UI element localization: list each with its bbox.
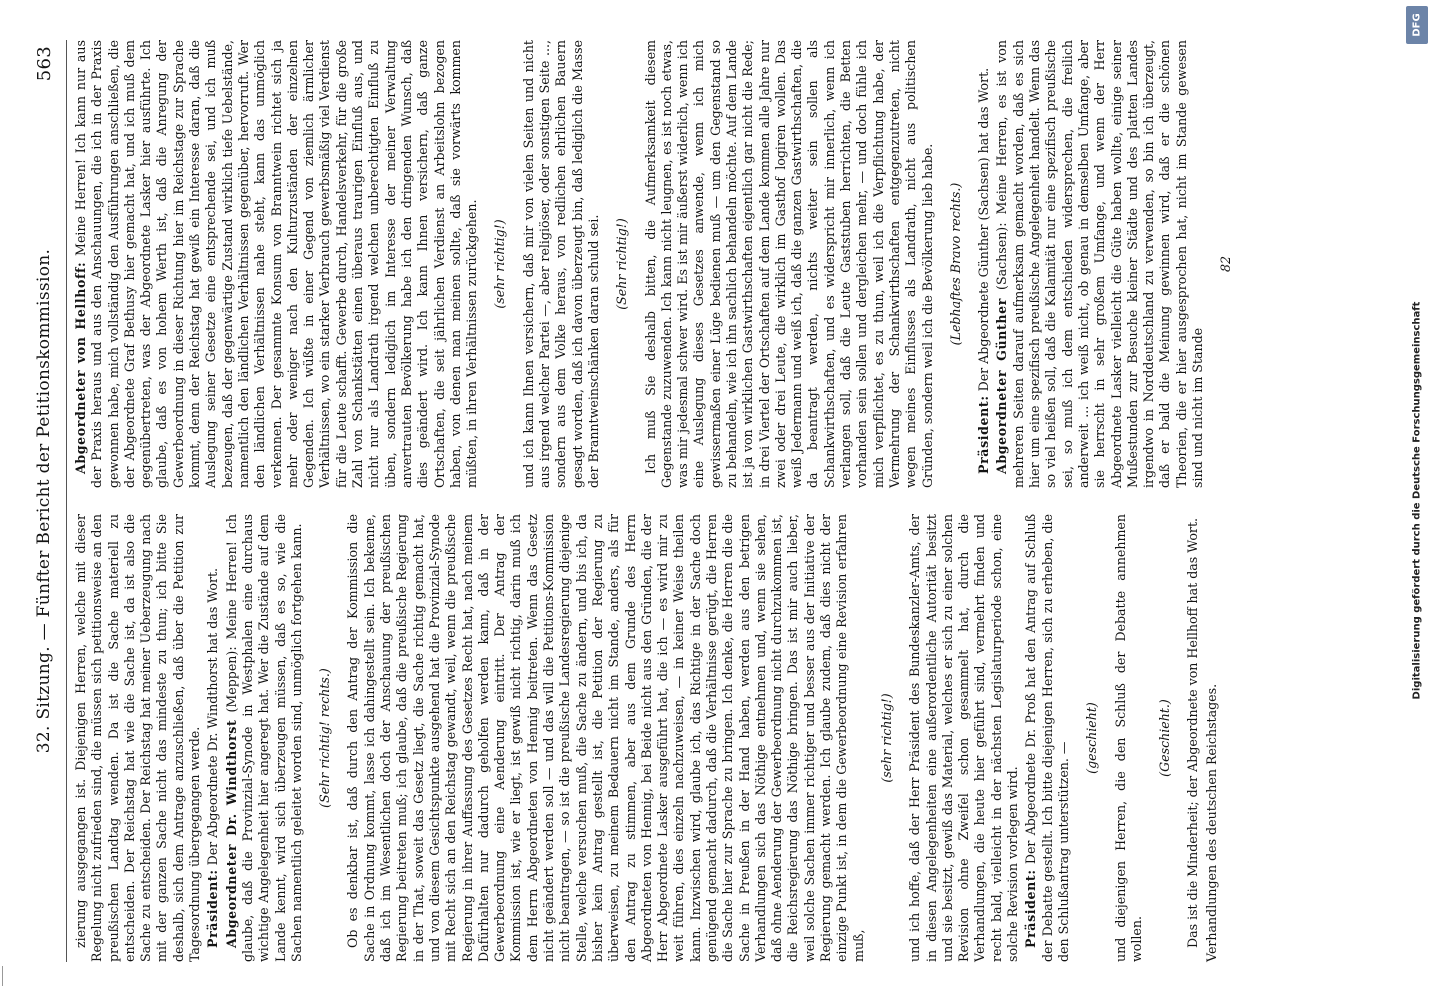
running-head xyxy=(30,40,67,962)
applause-note: (Sehr richtig!) xyxy=(614,218,630,310)
paragraph: Ich muß Sie deshalb bitten, die Aufmerksamkeit diesem Gegenstande zuzuwenden. Ich kann nicht leugnen, es ist noch etwas, was mir jedesmal schwer wird. Es ist mir äußerst widerlich, wenn ich eine Auslegung dieses Gesetzes anwende, wenn ich mich gewissermaßen einer Lüge bedienen muß — um den Gegenstand so zu behandeln, wie ich ihn sachlich behandeln möchte. Auf dem Lande ist ja von wirklichen Gastwirthschaften eigentlich gar nicht die Rede; in drei Viertel der Ortschaften auf dem Lande kommen alle Jahre nur zwei oder drei Leute, die wirklich im Gasthof logiren wollen. Das weiß Jedermann und weiß ich, daß die ganzen Gastwirthschaften, die da beantragt werden, nichts weiter sein sollen als Schankwirthschaften, und es widerspricht mir innerlich, wenn ich verlangen soll, daß die Leute Gaststuben herrichten, die Betten vorhanden sein sollen und dergleichen mehr, — und doch fühle ich mich verpflichtet, es zu thun, weil ich die Verpflichtung habe, der Vermehrung der Schankwirthschaften entgegenzutreten, nicht wegen meines Einflusses als Landrath, nicht aus politischen Gründen, sondern weil ich die Bevölkerung lieb habe. xyxy=(642,40,935,488)
applause-note: (sehr richtig!) xyxy=(878,693,894,783)
right-column xyxy=(73,40,1247,488)
speaker-name: Abgeordneter von Hellhoff: xyxy=(73,261,88,474)
paragraph: und ich kann Ihnen versichern, daß mir von vielen Seiten und nicht aus irgend welcher Partei —, aber religiöser, oder sonstigen Seite ..., sondern aus dem Volke heraus, von redlichen ehrlichen Bauern gesagt worden, daß ich davon überzeugt bin, daß lediglich die Masse der Branntweinschänken daran schuld sei. xyxy=(520,40,601,488)
page-number: 563 xyxy=(34,46,55,82)
speaker-name: Präsident: xyxy=(205,869,221,948)
speaker-name: Abgeordneter Günther xyxy=(994,298,1010,474)
text-columns xyxy=(73,40,1247,962)
applause-note: (Sehr richtig! rechts.) xyxy=(317,668,333,808)
paragraph xyxy=(205,514,221,962)
footer-line: Verhandlungen des deutschen Reichstages. xyxy=(1203,683,1219,962)
paragraph xyxy=(976,40,992,488)
credit-text: Digitalisierung gefördert durch die Deutsche Forschungsgemeinschaft xyxy=(1411,301,1423,699)
paragraph-text: (Meppen): Meine Herren! Ich glaube, daß die Provinzial-Synode in Westphalen eine durchaus wichtige Angelegenheit hier angeregt hat. Wer die Zustände auf dem Lande kennt, wird sich überzeugen müssen, daß es so, wie die Sachen namentlich geleitet worden sind, unmöglich fortgehen kann. xyxy=(223,514,304,962)
speaker-name: Abgeordneter Dr. Windthorst xyxy=(223,719,239,948)
digitization-credit xyxy=(1404,0,1430,1000)
page-title: 32. Sitzung. — Fünfter Bericht der Petitionskommission. xyxy=(34,248,54,754)
applause-note: (sehr richtig!) xyxy=(492,219,508,309)
paragraph: Ob es denkbar ist, daß durch den Antrag der Kommission die Sache in Ordnung kommt, lasse ich dahingestellt sein. Ich bekenne, daß ich im Wesentlichen doch der Anschauung der preußischen Regierung beitreten muß; ich glaube, daß die preußische Regierung in der That, soweit das Gesetz liegt, die Sache richtig gemacht hat, und von diesem Gesichtspunkte ausgehend hat die Provinzial-Synode mit Recht sich an den Reichstag gewandt, weil, wenn die preußische Regierung in ihrer Auffassung des Gesetzes Recht hat, nach meinem Dafürhalten nur dadurch geholfen werden kann, daß in der Gewerbeordnung eine Aenderung eintritt. Der Antrag der Kommission ist, wie er liegt, ist gewiß nicht richtig, darin muß ich dem Herrn Abgeordneten von Hennig beitreten. Wenn das Gesetz nicht geändert werden soll — und das will die Petitions-Kommission nicht beantragen, — so ist die preußische Landesregierung diejenige Stelle, welche versuchen muß, die Sache zu ändern, und bis ich, da bisher kein Antrag gestellt ist, die Petition der Regierung zu überweisen, zu meinem Bedauern nicht im Stande, anders, als für den Antrag zu stimmen, aber aus dem Grunde des Herrn Abgeordneten von Hennig, bei Beide nicht aus den Gründen, die der Herr Abgeordnete Lasker ausgeführt hat, die ich — es wird mir zu weit führen, dies einzeln nachzuweisen, — in keiner Weise theilen kann. Inzwischen wird, glaube ich, das Richtige in der Sache doch genügend gemacht dadurch, daß die Verhältnisse gerügt, die Herren die Sache hier zur Sprache zu bringen. Ich denke, die Herren die die Sache in Preußen in der Hand haben, werden aus den betrigen Verhandlungen sich das Nöthige entnehmen und, wenn sie sehen, daß ohne Aenderung der Gewerbeordnung nicht durchzukommen ist, die Reichsregierung das Nöthige bringen. Das ist mir auch lieber, weil solche Sachen immer richtiger und besser aus der Initiative der Regierung gemacht werden. Ich glaube zudem, daß dies nicht der einzige Punkt ist, in dem die Gewerbeordnung eine Revision erfahren muß, xyxy=(345,514,866,962)
speaker-name: Präsident: xyxy=(1023,869,1039,948)
paragraph-text: Der Abgeordnete Günther (Sachsen) hat das Wort. xyxy=(976,67,992,392)
scan-edge-mark xyxy=(2,966,11,986)
paragraph: und diejenigen Herren, die den Schluß der Debatte annehmen wollen. xyxy=(1112,514,1144,962)
applause-note: (geschieht) xyxy=(1084,702,1100,774)
paragraph xyxy=(224,514,305,962)
applause-note: (Geschieht.) xyxy=(1157,699,1173,777)
dfg-logo-text: DFG xyxy=(1411,13,1423,37)
paragraph xyxy=(73,40,480,488)
speaker-name: Präsident: xyxy=(976,395,992,474)
paragraph: zierung ausgegangen ist. Diejenigen Herren, welche mit dieser Regelung nicht zufrieden sind, die müssen sich petitionsweise an den preußischen Landtag wenden. Da ist die Sache materiell zu entscheiden. Der Reichstag hat wie die Sache ist, da ist also die Sache zu entscheiden. Der Reichstag hat meiner Ueberzeugung nach mit der ganzen Sache nicht das mindeste zu thun; ich bitte Sie deshalb, sich dem Antrage anzuschließen, daß über die Petition zur Tagesordnung übergegangen werde. xyxy=(73,514,203,962)
left-column xyxy=(73,514,1247,962)
paragraph xyxy=(994,40,1206,488)
applause-note: (Lebhaftes Bravo rechts.) xyxy=(947,182,963,346)
paragraph-text: Der Abgeordnete Dr. Proß hat den Antrag auf Schluß der Debatte gestellt. Ich bitte diejenigen Herren, sich zu erheben, die den Schlußantrag unterstützen. — xyxy=(1023,514,1071,962)
paragraph xyxy=(1023,514,1072,962)
paragraph-text: Der Abgeordnete Dr. Windthorst hat das Wort. xyxy=(205,567,221,866)
paragraph: und ich hoffe, daß der Herr Präsident des Bundeskanzler-Amts, der in diesen Angelegenheiten eine außerordentliche Autorität besitzt und sie besitzt, gewiß das Material, welches er sich zu einer solchen Revision ohne Zweifel schon gesammelt hat, durch die Verhandlungen, die heute hier geführt sind, vermehrt finden und recht bald, vielleicht in der nächsten Legislaturperiode schon, eine solche Revision vorlegen wird. xyxy=(907,514,1021,962)
paragraph-text: Meine Herren! Ich kann nur aus der Praxis heraus und aus den Anschauungen, die ich in der Praxis gewonnen habe, mich vollständig den Ausführungen anschließen, die der Abgeordnete Graf Bethusy hier gemacht hat, und ich muß dem gegenübertreten, was der Abgeordnete Lasker hier ausführte. Ich glaube, daß es von hohem Werth ist, daß die Anregung der Gewerbeordnung in dieser Richtung hier im Reichstage zur Sprache kommt, denn der Reichstag hat gewiß ein Interesse daran, daß die Auslegung seiner Gesetze eine entsprechende sei, und ich muß bezeugen, daß der gegenwärtige Zustand wirklich tiefe Uebelstände, namentlich den ländlichen Verhältnissen gegenüber, hervorruft. Wer den ländlichen Verhältnissen nahe steht, kann das unmöglich verkennen. Der gesammte Konsum von Branntwein richtet sich ja mehr oder weniger nach den Kulturzuständen der einzelnen Gegenden. Ich wüßte in einer Gegend von ziemlich ärmlicher Verhältnissen, wo ein starker Verbrauch gewerbsmäßig viel Verdienst für die Leute schafft. Gewerbe durch, Handelsverkehr, für die große Zahl von Schankstätten einen überaus traurigen Einfluß aus, und nicht nur als Landrath irgend welchen unberechtigten Einfluß zu üben, sondern lediglich im Interesse der meiner Verwaltung anvertrauten Bevölkerung habe ich den dringenden Wunsch, daß dies geändert wird. Ich kann Ihnen versichern, daß ganze Ortschaften, die seit jährlichen Verdienst an Arbeitslohn bezogen haben, von denen man meinen sollte, daß sie vorwärts kommen müßten, in ihren Verhältnissen zurückgehen. xyxy=(73,40,480,488)
paragraph: Das ist die Minderheit; der Abgeordnete von Hellhoff hat das Wort. xyxy=(1185,517,1201,948)
catchword: 82 xyxy=(1218,255,1234,273)
paragraph-text: (Sachsen): Meine Herren, es ist von mehreren Seiten darauf aufmerksam gemacht worden, daß es sich hier um eine spezifisch preußische Angelegenheit handelt. Wenn das so viel heißen soll, daß die Kalamität nur eine spezifisch preußische sei, so muß ich dem entschieden widersprechen, die freilich anderweit ... ich weiß nicht, ob genau in demselben Umfange, aber sie herrscht in sehr großem Umfange, und wenn der Herr Abgeordnete Lasker vielleicht die Güte haben wollte, einige seiner Mußestunden zur Besuche kleiner Städte und des platten Landes irgendwo in Norddeutschland zu verwenden, so bin ich überzeugt, daß er bald die Meinung gewinnen wird, daß er die schönen Theorien, die er hier ausgesprochen hat, nicht im Stande gewesen sind und nicht im Stande xyxy=(994,40,1205,488)
